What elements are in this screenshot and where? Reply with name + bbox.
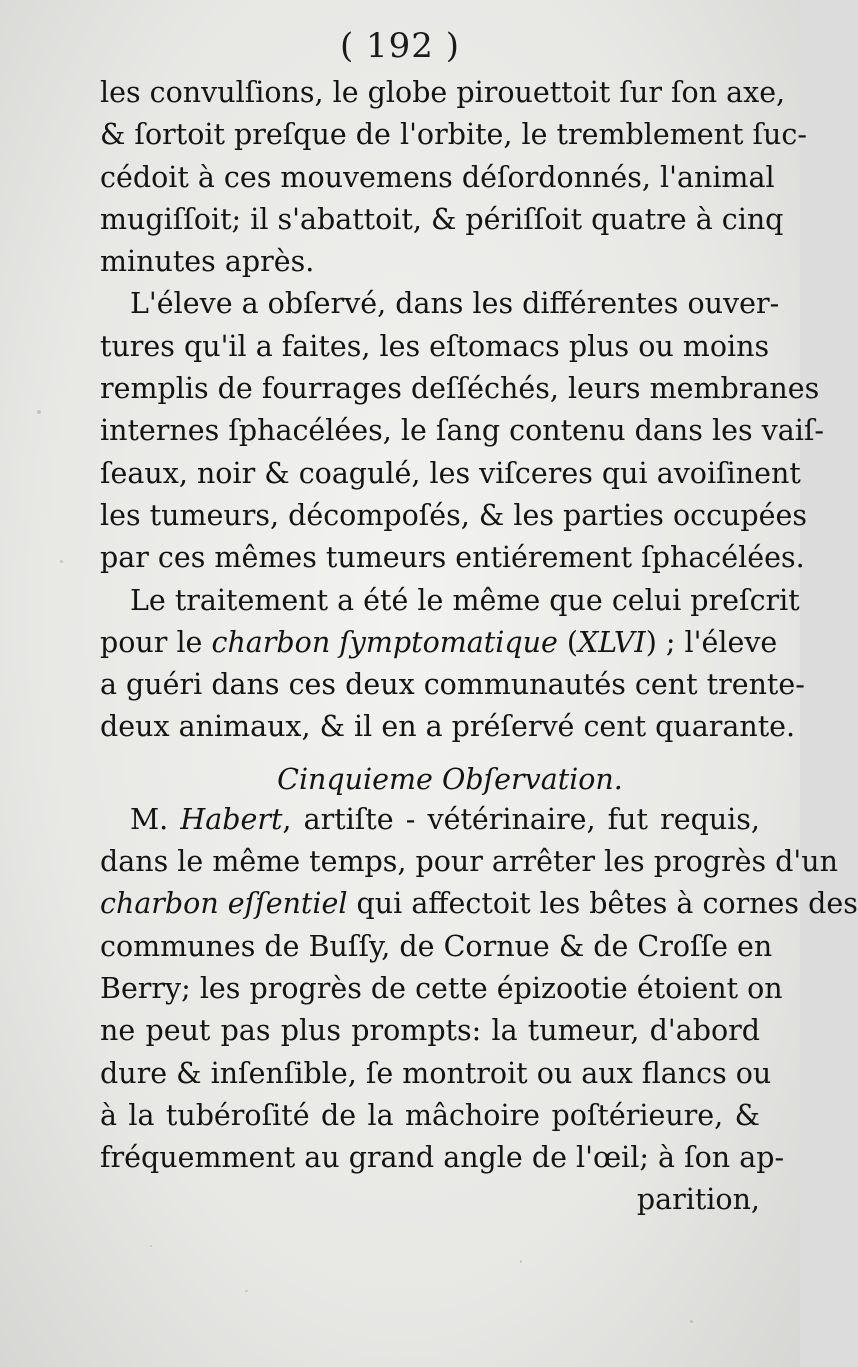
text-run: fréquemment au grand angle de l'œil; à ſon ap- — [100, 1141, 785, 1175]
text-run: mugiſſoit; il s'abattoit, & périſſoit quatre à cinq — [100, 202, 784, 236]
text-run: parition, — [636, 1183, 760, 1217]
text-run: L'éleve a obſervé, dans les différentes ouver- — [130, 287, 780, 321]
text-line — [100, 199, 784, 241]
text-run: tures qu'il a faites, les eſtomacs plus ou moins — [100, 329, 770, 363]
text-line — [100, 72, 786, 114]
text-run: pour le — [100, 625, 212, 659]
text-run: les convulſions, le globe pirouettoit ſur ſon axe, — [100, 76, 786, 109]
text-line — [100, 799, 760, 841]
text-line — [100, 926, 773, 968]
text-run: deux animaux, & il en a préſervé cent quarante. — [100, 710, 796, 744]
page-body — [100, 72, 858, 1222]
text-line — [100, 283, 780, 325]
text-line — [100, 241, 760, 283]
text-run: minutes après. — [100, 245, 315, 279]
text-run: internes ſphacélées, le ſang contenu dans les vaiſ- — [100, 414, 825, 448]
italic-reference: XLVI — [578, 625, 646, 659]
section-heading: Cinquieme Obſervation. — [277, 762, 623, 796]
text-run: , artiſte - vétérinaire, fut requis, — [282, 802, 760, 836]
paper-speck — [520, 1260, 522, 1263]
text-run: dure & inſenſible, ſe montroit ou aux flancs ou — [100, 1056, 772, 1090]
text-line — [100, 968, 783, 1010]
text-line — [100, 664, 805, 706]
text-run: ( — [557, 625, 578, 659]
text-line — [100, 1137, 785, 1179]
text-line — [100, 883, 858, 925]
text-line — [100, 1010, 760, 1052]
text-line — [100, 326, 770, 368]
text-run: à la tubéroſité de la mâchoire poſtérieure, & — [100, 1098, 760, 1132]
italic-term: charbon ſymptomatique — [211, 625, 558, 659]
text-line — [100, 537, 805, 579]
text-run: ) ; l'éleve — [645, 625, 778, 659]
paper-speck — [60, 560, 63, 563]
text-line — [100, 495, 808, 537]
text-run: a guéri dans ces deux communautés cent trente- — [100, 668, 805, 702]
text-run: qui affectoit les bêtes à cornes des — [347, 887, 858, 921]
paper-speck — [37, 410, 41, 414]
text-run: cédoit à ces mouvemens déſordonnés, l'animal — [100, 160, 775, 194]
text-run: Le traitement a été le même que celui preſcrit — [130, 583, 800, 617]
text-line — [100, 841, 838, 883]
text-line — [100, 368, 820, 410]
text-line — [100, 410, 825, 452]
text-run: ſeaux, noir & coagulé, les viſceres qui avoiſinent — [100, 456, 801, 490]
text-run: ne peut pas plus prompts: la tumeur, d'abord — [100, 1014, 760, 1048]
paper-speck — [690, 1320, 693, 1323]
text-run: par ces mêmes tumeurs entiérement ſphacélées. — [100, 541, 805, 575]
text-run: les tumeurs, décompoſés, & les parties occupées — [100, 498, 808, 532]
text-run: M. — [130, 802, 181, 836]
text-line — [100, 453, 801, 495]
paper-speck — [150, 1245, 152, 1247]
italic-name: Habert — [180, 802, 283, 836]
italic-term: charbon eſſentiel — [100, 887, 348, 921]
catchword — [100, 1179, 760, 1221]
text-run: dans le même temps, pour arrêter les progrès d'un — [100, 845, 838, 879]
text-line — [100, 1095, 760, 1137]
text-run: remplis de fourrages deſſéchés, leurs membranes — [100, 372, 820, 406]
paper-speck — [245, 1290, 248, 1292]
text-line — [100, 157, 775, 199]
text-run: Berry; les progrès de cette épizootie étoient on — [100, 971, 783, 1005]
text-line — [100, 114, 807, 156]
page-number: ( 192 ) — [339, 26, 461, 66]
text-line — [100, 622, 778, 664]
text-run: & ſortoit preſque de l'orbite, le tremblement ſuc- — [100, 118, 807, 152]
text-line — [100, 706, 796, 748]
text-line — [100, 580, 800, 622]
text-run: communes de Buſſy, de Cornue & de Croſſe en — [100, 929, 773, 963]
text-line — [100, 1053, 772, 1095]
